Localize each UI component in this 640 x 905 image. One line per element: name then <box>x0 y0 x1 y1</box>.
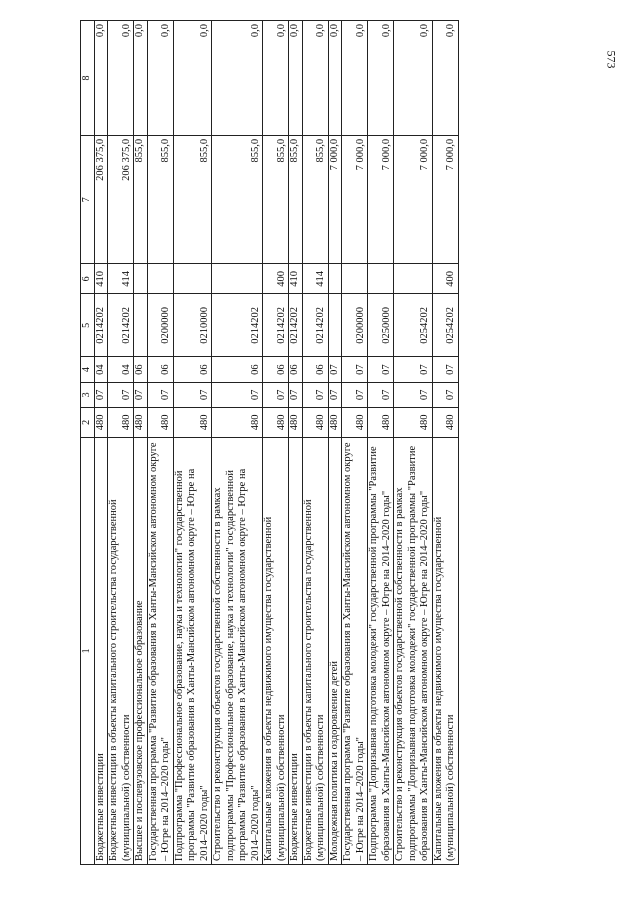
cell-code-4: 06 <box>302 357 328 382</box>
cell-code-4: 04 <box>108 357 134 382</box>
cell-row-name: Бюджетные инвестиции <box>289 437 303 864</box>
cell-code-2: 480 <box>289 408 303 438</box>
cell-code-4: 07 <box>432 357 458 382</box>
cell-code-2: 480 <box>302 408 328 438</box>
cell-amount: 7 000,0 <box>432 135 458 264</box>
table-row <box>394 21 433 865</box>
cell-code-2: 480 <box>432 408 458 438</box>
table-row <box>432 21 458 865</box>
cell-row-name: Бюджетные инвестиции в объекты капитального строительства государственной (муниципальной) собственности <box>108 437 134 864</box>
cell-code-4: 06 <box>289 357 303 382</box>
cell-code-2: 480 <box>108 408 134 438</box>
column-header: 4 <box>81 357 95 382</box>
cell-row-name: Государственная программа "Развитие образования в Ханты-Мансийском автономном округе – Югре на 2014–2020 годы" <box>342 437 368 864</box>
cell-amount-2: 0,0 <box>328 21 342 136</box>
cell-code-4: 07 <box>394 357 433 382</box>
cell-code-3: 07 <box>94 382 108 407</box>
cell-amount: 7 000,0 <box>368 135 394 264</box>
cell-code-6 <box>147 264 173 294</box>
cell-code-4: 06 <box>212 357 263 382</box>
cell-code-4: 06 <box>134 357 148 382</box>
table-row <box>108 21 134 865</box>
cell-row-name: Строительство и реконструкция объектов государственной собственности в рамках подпрограммы "Профессиональное образование, наука и технологии" государственной программы "Развитие образования в Ханты-Мансийском автономном округе – Югре на 2014–2020 годы" <box>212 437 263 864</box>
column-header: 3 <box>81 382 95 407</box>
cell-code-2: 480 <box>328 408 342 438</box>
cell-code-3: 07 <box>289 382 303 407</box>
column-header: 1 <box>81 437 95 864</box>
cell-code-5: 0214202 <box>302 294 328 357</box>
table-body <box>94 21 458 865</box>
cell-code-6: 410 <box>94 264 108 294</box>
cell-code-6: 414 <box>302 264 328 294</box>
table-row <box>263 21 289 865</box>
cell-code-3: 07 <box>263 382 289 407</box>
cell-code-4: 06 <box>147 357 173 382</box>
cell-amount: 7 000,0 <box>328 135 342 264</box>
cell-amount-2: 0,0 <box>342 21 368 136</box>
cell-code-5: 0250000 <box>368 294 394 357</box>
table-row <box>289 21 303 865</box>
cell-code-3: 07 <box>368 382 394 407</box>
cell-code-4: 07 <box>368 357 394 382</box>
cell-row-name: Подпрограмма "Допризывная подготовка молодежи" государственной программы "Развитие образования в Ханты-Мансийском автономном округе – Югре на 2014–2020 годы" <box>368 437 394 864</box>
cell-row-name: Высшее и послевузовское профессиональное образование <box>134 437 148 864</box>
cell-code-6 <box>394 264 433 294</box>
column-header: 7 <box>81 135 95 264</box>
cell-code-3: 07 <box>328 382 342 407</box>
cell-code-6: 400 <box>263 264 289 294</box>
budget-table <box>80 20 459 865</box>
table-row <box>302 21 328 865</box>
column-header: 6 <box>81 264 95 294</box>
cell-code-5: 0200000 <box>342 294 368 357</box>
cell-amount-2: 0,0 <box>432 21 458 136</box>
cell-code-4: 04 <box>94 357 108 382</box>
cell-code-4: 07 <box>328 357 342 382</box>
cell-amount-2: 0,0 <box>212 21 263 136</box>
cell-code-3: 07 <box>432 382 458 407</box>
table-row <box>134 21 148 865</box>
cell-amount: 7 000,0 <box>342 135 368 264</box>
cell-code-6 <box>212 264 263 294</box>
cell-amount-2: 0,0 <box>108 21 134 136</box>
cell-code-5: 0200000 <box>147 294 173 357</box>
cell-code-3: 07 <box>302 382 328 407</box>
cell-code-3: 07 <box>212 382 263 407</box>
page-number: 573 <box>604 50 619 69</box>
cell-code-5: 0210000 <box>173 294 212 357</box>
cell-amount: 855,0 <box>289 135 303 264</box>
cell-code-6: 400 <box>432 264 458 294</box>
cell-amount-2: 0,0 <box>289 21 303 136</box>
cell-code-3: 07 <box>173 382 212 407</box>
cell-code-2: 480 <box>342 408 368 438</box>
cell-code-3: 07 <box>147 382 173 407</box>
cell-amount: 855,0 <box>302 135 328 264</box>
cell-amount-2: 0,0 <box>263 21 289 136</box>
cell-code-2: 480 <box>134 408 148 438</box>
table-row <box>173 21 212 865</box>
cell-code-5: 0214202 <box>263 294 289 357</box>
cell-code-3: 07 <box>342 382 368 407</box>
table-row <box>147 21 173 865</box>
cell-amount-2: 0,0 <box>94 21 108 136</box>
table-header-row <box>81 21 95 865</box>
cell-amount-2: 0,0 <box>147 21 173 136</box>
cell-code-4: 06 <box>263 357 289 382</box>
cell-row-name: Бюджетные инвестиции <box>94 437 108 864</box>
cell-amount-2: 0,0 <box>302 21 328 136</box>
cell-amount: 855,0 <box>212 135 263 264</box>
cell-code-6 <box>368 264 394 294</box>
cell-code-5: 0214202 <box>108 294 134 357</box>
cell-code-2: 480 <box>394 408 433 438</box>
table-row <box>342 21 368 865</box>
column-header: 2 <box>81 408 95 438</box>
cell-code-2: 480 <box>212 408 263 438</box>
cell-code-4: 07 <box>342 357 368 382</box>
cell-amount: 206 375,0 <box>94 135 108 264</box>
cell-code-2: 480 <box>147 408 173 438</box>
cell-code-6 <box>328 264 342 294</box>
cell-code-6 <box>134 264 148 294</box>
cell-code-5: 0254202 <box>394 294 433 357</box>
cell-code-3: 07 <box>108 382 134 407</box>
cell-row-name: Строительство и реконструкция объектов государственной собственности в рамках подпрограммы "Допризывная подготовка молодежи" государственной программы "Развитие образования в Ханты-Мансийском автономном округе – Югре на 2014–2020 годы" <box>394 437 433 864</box>
cell-code-5 <box>134 294 148 357</box>
column-header: 8 <box>81 21 95 136</box>
cell-code-3: 07 <box>134 382 148 407</box>
cell-code-5: 0214202 <box>212 294 263 357</box>
cell-code-4: 06 <box>173 357 212 382</box>
cell-code-6: 414 <box>108 264 134 294</box>
cell-row-name: Молодежная политика и оздоровление детей <box>328 437 342 864</box>
cell-row-name: Государственная программа "Развитие образования в Ханты-Мансийском автономном округе – Югре на 2014–2020 годы" <box>147 437 173 864</box>
cell-amount: 855,0 <box>147 135 173 264</box>
cell-code-5 <box>328 294 342 357</box>
cell-code-5: 0254202 <box>432 294 458 357</box>
cell-code-3: 07 <box>394 382 433 407</box>
table-row <box>368 21 394 865</box>
cell-amount-2: 0,0 <box>394 21 433 136</box>
cell-code-5: 0214202 <box>289 294 303 357</box>
cell-code-2: 480 <box>263 408 289 438</box>
column-header: 5 <box>81 294 95 357</box>
table-row <box>94 21 108 865</box>
cell-code-6 <box>342 264 368 294</box>
rotated-page <box>80 20 585 865</box>
cell-row-name: Капитальные вложения в объекты недвижимого имущества государственной (муниципальной) собственности <box>263 437 289 864</box>
cell-amount: 855,0 <box>173 135 212 264</box>
cell-row-name: Бюджетные инвестиции в объекты капитального строительства государственной (муниципальной) собственности <box>302 437 328 864</box>
cell-amount: 855,0 <box>134 135 148 264</box>
cell-code-6 <box>173 264 212 294</box>
cell-code-6: 410 <box>289 264 303 294</box>
cell-amount-2: 0,0 <box>134 21 148 136</box>
cell-code-5: 0214202 <box>94 294 108 357</box>
table-row <box>328 21 342 865</box>
cell-amount: 855,0 <box>263 135 289 264</box>
cell-code-2: 480 <box>94 408 108 438</box>
cell-code-2: 480 <box>368 408 394 438</box>
cell-code-2: 480 <box>173 408 212 438</box>
cell-row-name: Капитальные вложения в объекты недвижимого имущества государственной (муниципальной) собственности <box>432 437 458 864</box>
cell-amount: 206 375,0 <box>108 135 134 264</box>
cell-row-name: Подпрограмма "Профессиональное образование, наука и технологии" государственной программы "Развитие образования в Ханты-Мансийском автономном округе – Югре на 2014–2020 годы" <box>173 437 212 864</box>
cell-amount-2: 0,0 <box>173 21 212 136</box>
cell-amount: 7 000,0 <box>394 135 433 264</box>
table-row <box>212 21 263 865</box>
cell-amount-2: 0,0 <box>368 21 394 136</box>
